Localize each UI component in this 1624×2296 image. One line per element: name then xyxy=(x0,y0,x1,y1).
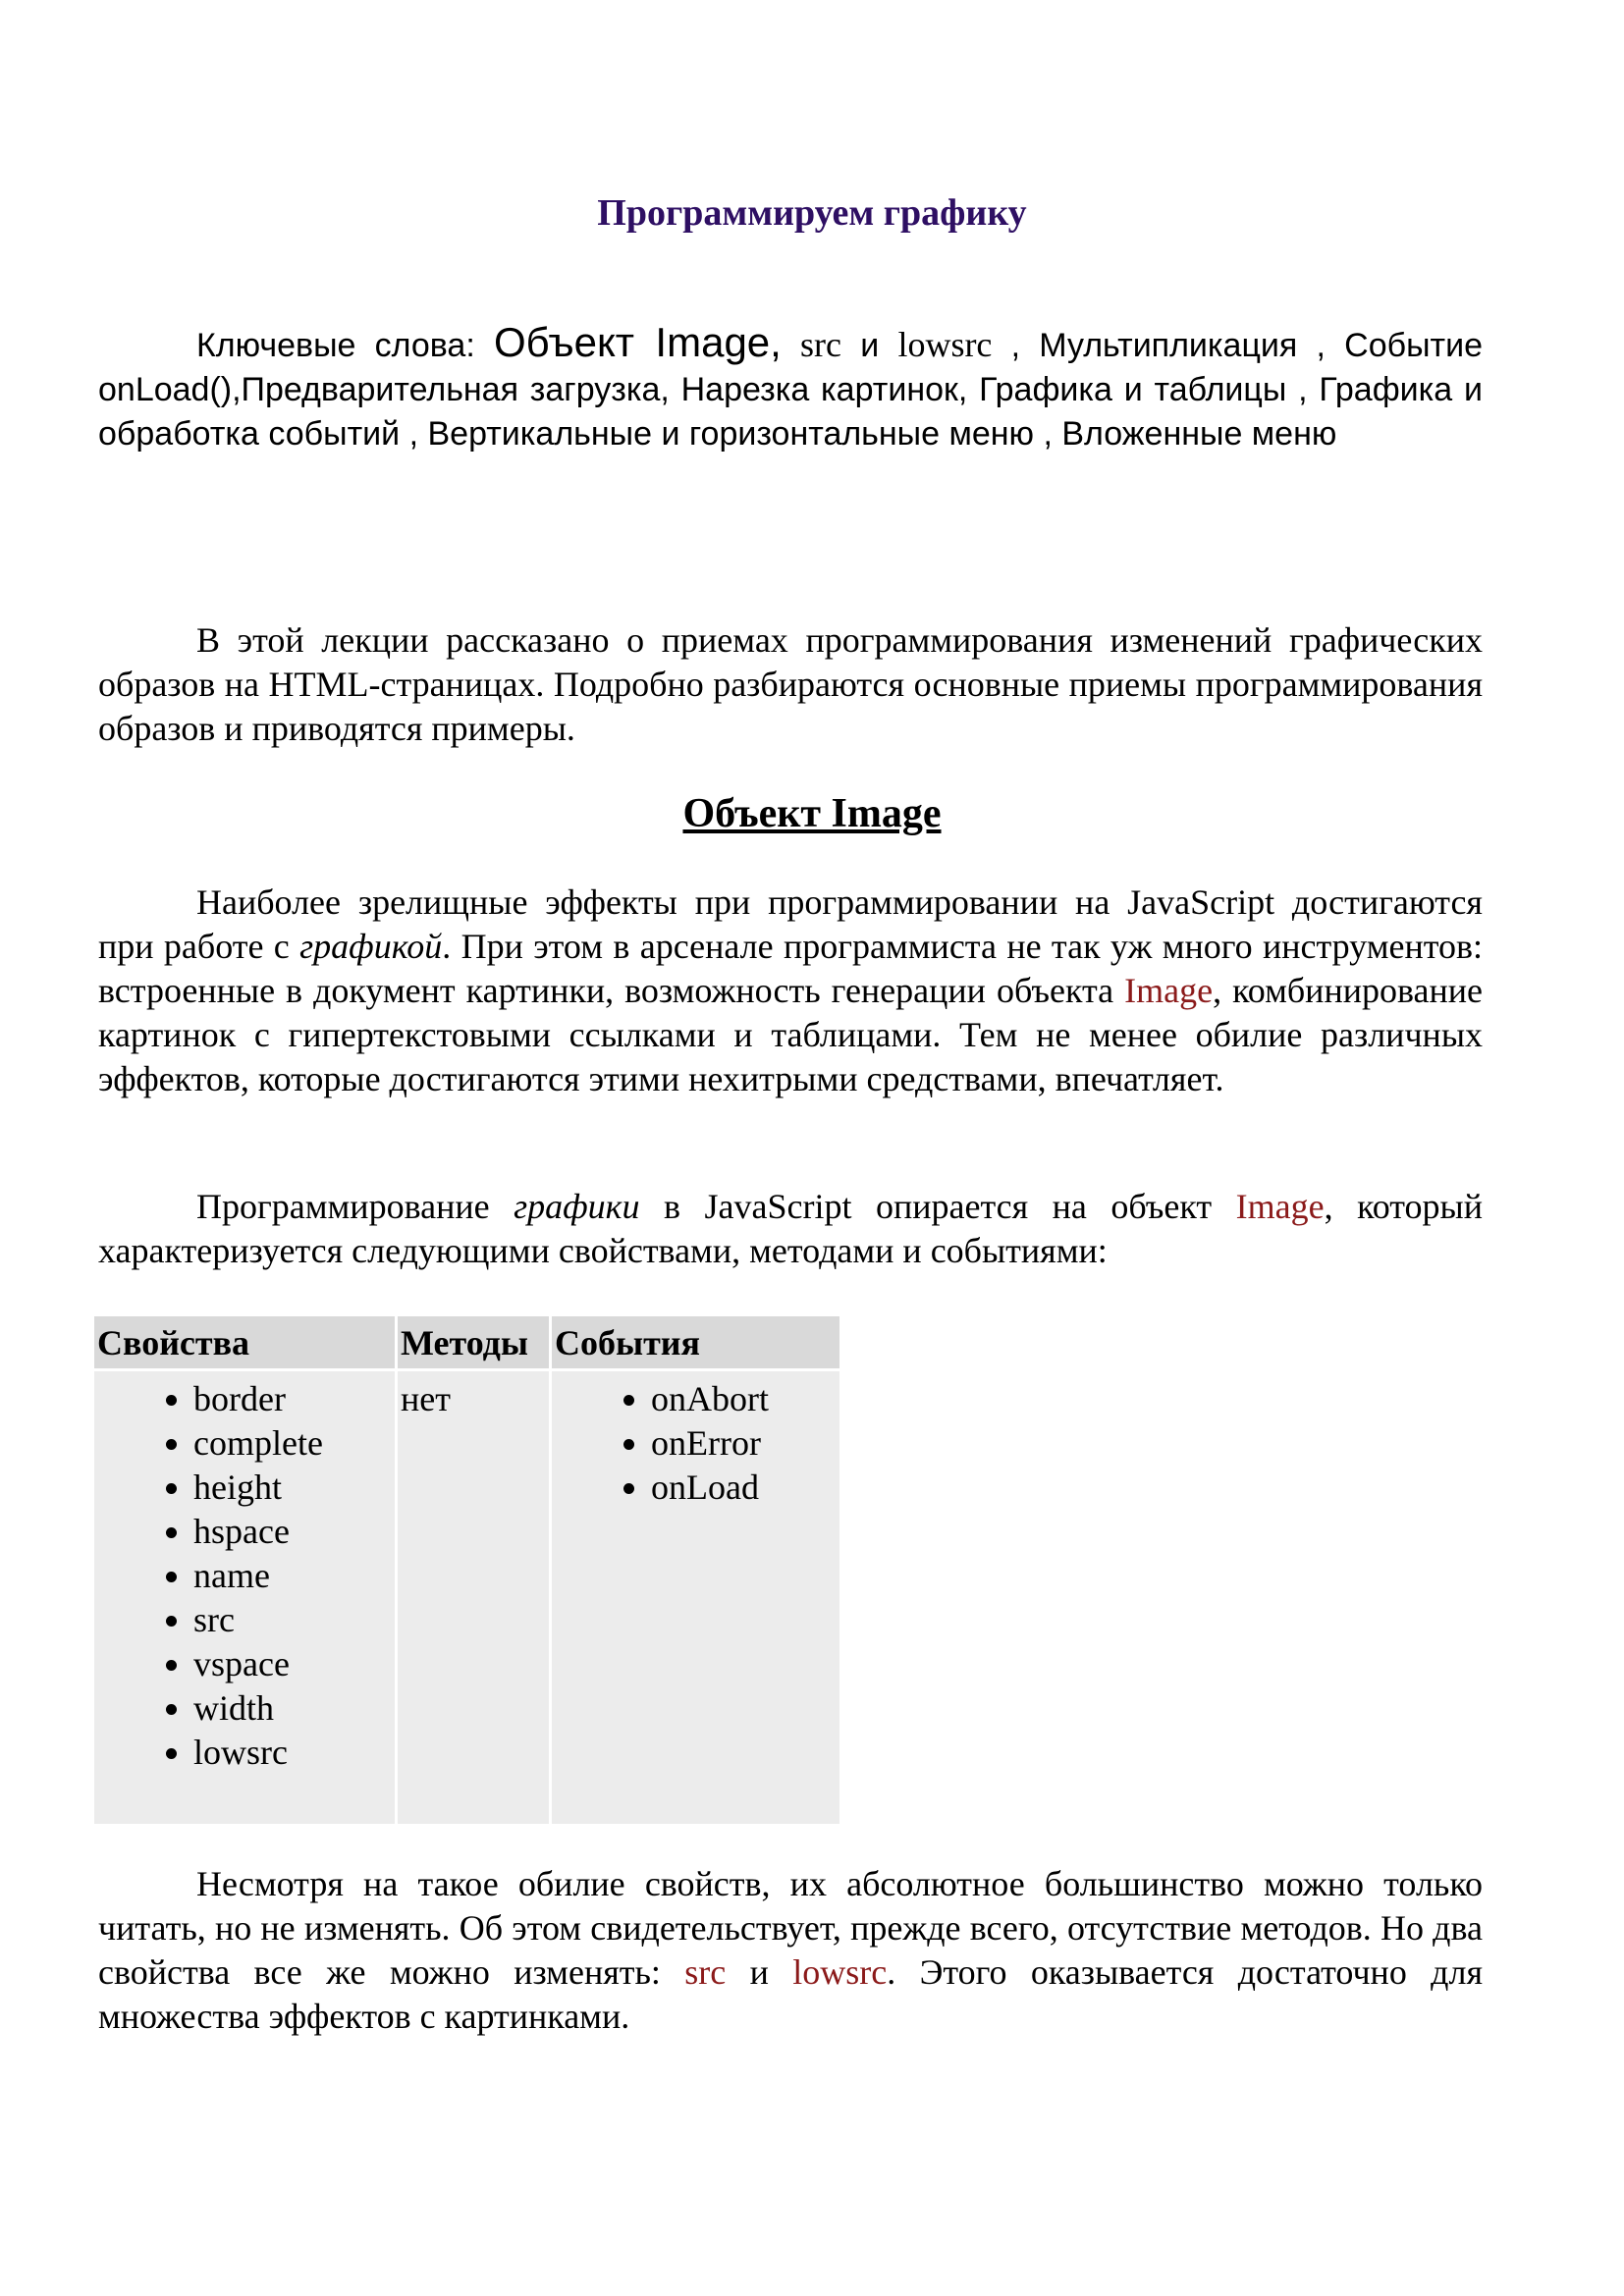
list-item: • border xyxy=(193,1377,392,1421)
paragraph-read-only-properties xyxy=(98,1862,1483,2039)
document-title: Программируем графику xyxy=(597,192,1027,234)
list-item: • hspace xyxy=(193,1510,392,1554)
emphasis-text: графикой xyxy=(299,927,443,966)
text-run: Программирование xyxy=(196,1187,514,1226)
image-link[interactable]: Image xyxy=(1235,1187,1325,1226)
list-item: • onError xyxy=(651,1421,837,1466)
keywords-rest: , Мультипликация , Событие onLoad(),Предварительная загрузка, Нарезка картинок, Графика и таблицы , Графика и обработка событий , Вертикальные и горизонтальные меню , Вложенные меню xyxy=(98,327,1484,453)
lowsrc-link[interactable]: lowsrc xyxy=(792,1952,888,1992)
list-item: • name xyxy=(193,1554,392,1598)
src-link[interactable]: src xyxy=(684,1952,727,1992)
methods-cell: нет xyxy=(398,1371,549,1824)
keyword-src: src xyxy=(800,325,842,364)
emphasis-text: графики xyxy=(514,1187,640,1226)
list-item: • src xyxy=(193,1598,392,1642)
text-run: Наиболее зрелищные эффекты при программировании на JavaScript достигаются при работе с xyxy=(98,882,1483,966)
keyword-lowsrc: lowsrc xyxy=(897,325,993,364)
list-item: • onLoad xyxy=(651,1466,837,1510)
list-item: • lowsrc xyxy=(193,1731,392,1775)
text-run: в JavaScript опирается на объект xyxy=(639,1187,1236,1226)
list-item: • vspace xyxy=(193,1642,392,1686)
header-methods: Методы xyxy=(398,1316,549,1368)
header-events: События xyxy=(552,1316,839,1368)
text-run: . При этом в арсенале программиста не так уж много инструментов: встроенные в документ картинки, возможность генерации объекта xyxy=(98,927,1483,1010)
properties-cell xyxy=(94,1371,395,1824)
keyword-and: и xyxy=(860,327,880,364)
intro-text: В этой лекции рассказано о приемах программирования изменений графических образов на HTML-страницах. Подробно разбираются основные приемы программирования образов и приводятся примеры. xyxy=(98,620,1483,748)
events-list xyxy=(555,1377,837,1510)
keyword-object-image: Объект Image, xyxy=(494,319,782,365)
events-cell xyxy=(552,1371,839,1824)
text-run: и xyxy=(726,1952,793,1992)
keywords-paragraph xyxy=(98,320,1483,456)
text-run: , который характеризуется следующими свойствами, методами и событиями: xyxy=(98,1187,1483,1270)
paragraph-graphics-effects xyxy=(98,881,1483,1101)
properties-list xyxy=(97,1377,392,1775)
text-run: . Этого оказывается достаточно для множества эффектов с картинками. xyxy=(98,1952,1484,2036)
section-heading: Объект Image xyxy=(682,791,942,836)
list-item: • height xyxy=(193,1466,392,1510)
intro-paragraph xyxy=(98,618,1483,751)
list-item: • onAbort xyxy=(651,1377,837,1421)
header-properties: Свойства xyxy=(94,1316,395,1368)
list-item: • width xyxy=(193,1686,392,1731)
list-item: • complete xyxy=(193,1421,392,1466)
table-row xyxy=(94,1371,839,1824)
image-link[interactable]: Image xyxy=(1124,971,1214,1010)
keywords-label: Ключевые слова: xyxy=(196,327,475,364)
image-object-table xyxy=(91,1313,842,1827)
text-run: Несмотря на такое обилие свойств, их абсолютное большинство можно только читать, но не изменять. Об этом свидетельствует, прежде всего, отсутствие методов. Но два свойства все же можно изменять: xyxy=(98,1864,1483,1992)
table-header-row xyxy=(94,1316,839,1368)
paragraph-image-object xyxy=(98,1185,1483,1273)
text-run: , комбинирование картинок с гипертекстовыми ссылками и таблицами. Тем не менее обилие различных эффектов, которые достигаются этими нехитрыми средствами, впечатляет. xyxy=(98,971,1483,1098)
